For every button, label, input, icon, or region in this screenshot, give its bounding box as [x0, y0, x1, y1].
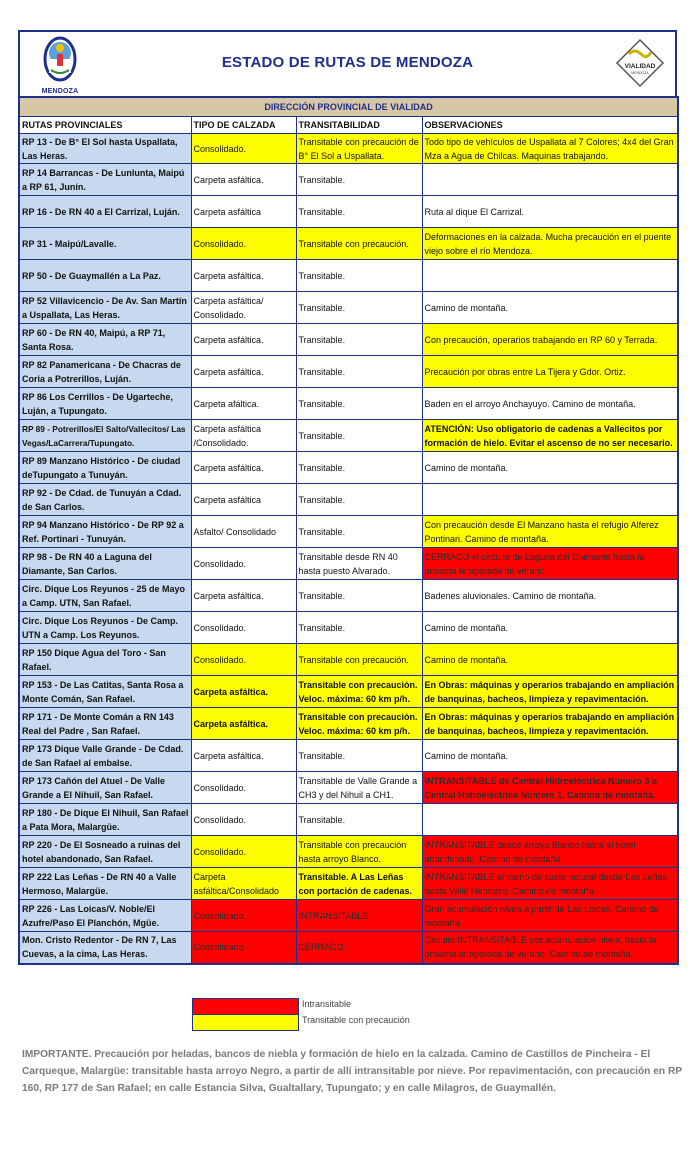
road-type-cell: Consolidado. — [191, 804, 296, 836]
road-type-cell: Consolidado. — [191, 644, 296, 676]
table-row — [19, 228, 678, 260]
observations-cell: En Obras: máquinas y operarios trabajando en ampliación de banquinas, bacheos, limpieza y repavimentación. — [422, 708, 678, 740]
table-row — [19, 644, 678, 676]
observations-cell: Todo tipo de vehículos de Uspallata al 7 Colores; 4x4 del Gran Mza a Agua de Chilcas. Maquinas trabajando. — [422, 134, 678, 164]
vialidad-logo-subtext: MENDOZA — [631, 71, 649, 75]
table-row — [19, 676, 678, 708]
legend-label: Intransitable — [302, 999, 352, 1009]
column-header-road-type: TIPO DE CALZADA — [191, 117, 296, 134]
passability-cell: Transitable. — [296, 740, 422, 772]
route-cell: RP 94 Manzano Histórico - De RP 92 a Ref. Portinari - Tunuyán. — [19, 516, 191, 548]
legend-swatch-yellow — [192, 1014, 299, 1031]
table-row — [19, 164, 678, 196]
passability-cell: Transitable. — [296, 324, 422, 356]
table-row — [19, 356, 678, 388]
observations-cell: Deformaciones en la calzada. Mucha precaución en el puente viejo sobre el río Mendoza. — [422, 228, 678, 260]
route-cell: RP 50 - De Guaymallén a La Paz. — [19, 260, 191, 292]
road-type-cell: Carpeta asfáltica. — [191, 356, 296, 388]
column-header-row — [19, 117, 678, 134]
table-row — [19, 516, 678, 548]
route-cell: RP 92 - De Cdad. de Tunuyán a Cdad. de San Carlos. — [19, 484, 191, 516]
route-cell: RP 173 Cañón del Atuel - De Valle Grande a El Nihuil, San Rafael. — [19, 772, 191, 804]
passability-cell: Transitable. — [296, 388, 422, 420]
report-header — [18, 30, 677, 96]
observations-cell: En Obras: máquinas y operarios trabajando en ampliación de banquinas, bacheos, limpieza y repavimentación. — [422, 676, 678, 708]
legend-swatch-red — [192, 998, 299, 1015]
column-header-passability: TRANSITABILIDAD — [296, 117, 422, 134]
table-row — [19, 932, 678, 964]
route-cell: RP 31 - Maipú/Lavalle. — [19, 228, 191, 260]
passability-cell: Transitable. — [296, 804, 422, 836]
observations-cell — [422, 164, 678, 196]
route-cell: RP 89 Manzano Histórico - De ciudad deTupungato a Tunuyán. — [19, 452, 191, 484]
table-row — [19, 708, 678, 740]
passability-cell: Transitable con precaución. — [296, 228, 422, 260]
column-header-routes: RUTAS PROVINCIALES — [19, 117, 191, 134]
route-cell: RP 82 Panamericana - De Chacras de Coria a Potrerillos, Luján. — [19, 356, 191, 388]
routes-table — [18, 96, 679, 965]
observations-cell: Camino de montaña. — [422, 452, 678, 484]
road-type-cell: Carpeta asfáltica — [191, 484, 296, 516]
passability-cell: Transitable. — [296, 260, 422, 292]
mendoza-logo-caption: MENDOZA — [41, 88, 79, 95]
route-cell: RP 180 - De Dique El Nihuil, San Rafael a Pata Mora, Malargüe. — [19, 804, 191, 836]
passability-cell: Transitable. — [296, 292, 422, 324]
route-cell: RP 153 - De Las Catitas, Santa Rosa a Monte Comán, San Rafael. — [19, 676, 191, 708]
passability-cell: Transitable. — [296, 580, 422, 612]
table-row — [19, 836, 678, 868]
road-type-cell: Carpeta afáltica. — [191, 388, 296, 420]
observations-cell: Ruta al dique El Carrizal. — [422, 196, 678, 228]
passability-cell: CERRADO. — [296, 932, 422, 964]
route-cell: Mon. Cristo Redentor - De RN 7, Las Cuevas, a la cima, Las Heras. — [19, 932, 191, 964]
observations-cell: Camino de montaña. — [422, 292, 678, 324]
route-cell: RP 16 - De RN 40 a El Carrizal, Luján. — [19, 196, 191, 228]
passability-cell: Transitable con precaución hasta arroyo Blanco. — [296, 836, 422, 868]
route-cell: Circ. Dique Los Reyunos - De Camp. UTN a Camp. Los Reyunos. — [19, 612, 191, 644]
passability-cell: Transitable con precaución. — [296, 644, 422, 676]
road-type-cell: Carpeta asfáltica. — [191, 740, 296, 772]
routes-table-body — [19, 134, 678, 964]
road-type-cell: Consolidado. — [191, 836, 296, 868]
page-title: ESTADO DE RUTAS DE MENDOZA — [221, 54, 474, 71]
road-type-cell: Consolidado. — [191, 932, 296, 964]
notice-body: Camino de Castillos de Pincheira - El Carqueque, Malargüe: transitable hasta arroyo Negro, a partir de allí intransitable por nieve. Por repavimentación, con precaución en RP 160, RP 177 de San Rafael; en calle Estancia Silva, Gualtallary, Tupungato; y en calle Milagros, de Guaymallén. — [22, 1049, 682, 1094]
observations-cell: Con precaución, operarios trabajando en RP 60 y Terrada. — [422, 324, 678, 356]
road-type-cell: Consolidado. — [191, 134, 296, 164]
table-row — [19, 740, 678, 772]
observations-cell: Camino de montaña. — [422, 644, 678, 676]
observations-cell: Camino de montaña. — [422, 612, 678, 644]
table-row — [19, 134, 678, 164]
route-cell: RP 98 - De RN 40 a Laguna del Diamante, San Carlos. — [19, 548, 191, 580]
road-type-cell: Carpeta asfáltica/ Consolidado. — [191, 292, 296, 324]
route-cell: RP 60 - De RN 40, Maipú, a RP 71, Santa Rosa. — [19, 324, 191, 356]
passability-cell: Transitable. — [296, 420, 422, 452]
passability-cell: INTRANSITABLE. — [296, 900, 422, 932]
route-cell: RP 173 Dique Valle Grande - De Cdad. de San Rafael al embalse. — [19, 740, 191, 772]
observations-cell: Circuito INTRANSITABLE por acumulación nivea, hasta la próxima temporada de verano. Camino de montaña. — [422, 932, 678, 964]
observations-cell — [422, 804, 678, 836]
road-type-cell: Carpeta asfáltica. — [191, 708, 296, 740]
road-type-cell: Consolidado. — [191, 772, 296, 804]
observations-cell: INTRANSITABLE el tramo de suelo natural desde Las Leñas hasta Valle Hermoso. Camino de montaña. — [422, 868, 678, 900]
table-row — [19, 772, 678, 804]
road-type-cell: Carpeta asfáltica. — [191, 164, 296, 196]
observations-cell: INTRANSITABLE desde arroyo Blanco hasta el hotel abandonado. Camino de montaña. — [422, 836, 678, 868]
observations-cell: INTRANSITABLE de Central Hidroeléctrica Número 3 a Central Hidroeléctrica Número 1. Camino de montaña. — [422, 772, 678, 804]
passability-cell: Transitable desde RN 40 hasta puesto Alvarado. — [296, 548, 422, 580]
vialidad-logo-text: VIALIDAD — [624, 63, 656, 70]
table-row — [19, 260, 678, 292]
observations-cell: Camino de montaña. — [422, 740, 678, 772]
passability-cell: Transitable. — [296, 356, 422, 388]
passability-cell: Transitable con precaución. Veloc. máxima: 60 km p/h. — [296, 676, 422, 708]
passability-cell: Transitable. — [296, 516, 422, 548]
observations-cell: ATENCIÓN: Uso obligatorio de cadenas a Vallecitos por formación de hielo. Evitar el ascenso de no ser necesario. — [422, 420, 678, 452]
table-row — [19, 804, 678, 836]
observations-cell: Precaución por obras entre La Tijera y Gdor. Ortiz. — [422, 356, 678, 388]
passability-cell: Transitable. — [296, 612, 422, 644]
route-cell: RP 14 Barrancas - De Lunlunta, Maipú a RP 61, Junín. — [19, 164, 191, 196]
road-type-cell: Carpeta asfáltica. — [191, 260, 296, 292]
report-document — [18, 30, 677, 965]
passability-cell: Transitable. — [296, 452, 422, 484]
table-row — [19, 452, 678, 484]
vialidad-logo — [615, 38, 665, 88]
department-name: DIRECCIÓN PROVINCIAL DE VIALIDAD — [19, 97, 678, 117]
road-type-cell: Carpeta asfáltica. — [191, 580, 296, 612]
important-notice — [22, 1046, 682, 1097]
observations-cell: Baden en el arroyo Anchayuyo. Camino de montaña. — [422, 388, 678, 420]
road-type-cell: Carpeta asfáltica/Consolidado — [191, 868, 296, 900]
observations-cell: Badenes aluvionales. Camino de montaña. — [422, 580, 678, 612]
table-row — [19, 292, 678, 324]
observations-cell — [422, 260, 678, 292]
table-row — [19, 324, 678, 356]
passability-cell: Transitable. — [296, 164, 422, 196]
road-type-cell: Consolidado. — [191, 900, 296, 932]
passability-cell: Transitable. — [296, 484, 422, 516]
road-type-cell: Consolidado. — [191, 228, 296, 260]
route-cell: RP 171 - De Monte Comán a RN 143 Real del Padre , San Rafael. — [19, 708, 191, 740]
road-type-cell: Carpeta asfáltica — [191, 196, 296, 228]
road-type-cell: Carpeta asfáltica /Consolidado. — [191, 420, 296, 452]
table-row — [19, 420, 678, 452]
passability-cell: Transitable con precaución. Veloc. máxima: 60 km p/h. — [296, 708, 422, 740]
table-row — [19, 388, 678, 420]
table-row — [19, 548, 678, 580]
column-header-observations: OBSERVACIONES — [422, 117, 678, 134]
road-type-cell: Carpeta asfáltica. — [191, 676, 296, 708]
table-row — [19, 484, 678, 516]
table-row — [19, 612, 678, 644]
observations-cell: Gran acumulación nivea a partir de Las Loicas. Camino de montaña. — [422, 900, 678, 932]
passability-cell: Transitable con precaución de B° El Sol a Uspallata. — [296, 134, 422, 164]
road-type-cell: Consolidado. — [191, 612, 296, 644]
observations-cell: Con precaución desde El Manzano hasta el refugio Alferez Pontinari. Camino de montaña. — [422, 516, 678, 548]
department-row — [19, 97, 678, 117]
route-cell: RP 222 Las Leñas - De RN 40 a Valle Hermoso, Malargüe. — [19, 868, 191, 900]
observations-cell — [422, 484, 678, 516]
route-cell: RP 220 - De El Sosneado a ruinas del hotel abandonado, San Rafael. — [19, 836, 191, 868]
route-cell: Circ. Dique Los Reyunos - 25 de Mayo a Camp. UTN, San Rafael. — [19, 580, 191, 612]
table-row — [19, 868, 678, 900]
notice-lead: IMPORTANTE. Precaución por heladas, bancos de niebla y formación de hielo en la calzada. — [22, 1049, 468, 1060]
route-cell: RP 150 Dique Agua del Toro - San Rafael. — [19, 644, 191, 676]
passability-cell: Transitable de Valle Grande a CH3 y del Nihuil a CH1. — [296, 772, 422, 804]
route-cell: RP 226 - Las Loicas/V. Noble/El Azufre/Paso El Planchón, Mgüe. — [19, 900, 191, 932]
table-row — [19, 580, 678, 612]
passability-cell: Transitable. — [296, 196, 422, 228]
road-type-cell: Carpeta asfáltica. — [191, 452, 296, 484]
route-cell: RP 86 Los Cerrillos - De Ugarteche, Luján, a Tupungato. — [19, 388, 191, 420]
route-cell: RP 89 - Potrerillos/El Salto/Vallecitos/ Las Vegas/LaCarrera/Tupungato. — [19, 420, 191, 452]
observations-cell: CERRADO el circuito de Laguna del Diamante hasta la próxima temporada de verano. — [422, 548, 678, 580]
road-type-cell: Carpeta asfáltica. — [191, 324, 296, 356]
legend-label: Transitable con precaución — [302, 1015, 410, 1025]
route-cell: RP 52 Villavicencio - De Av. San Martín a Uspallata, Las Heras. — [19, 292, 191, 324]
route-cell: RP 13 - De B° El Sol hasta Uspallata, Las Heras. — [19, 134, 191, 164]
road-type-cell: Asfalto/ Consolidado — [191, 516, 296, 548]
vialidad-diamond-icon — [615, 38, 665, 88]
passability-cell: Transitable. A Las Leñas con portación de cadenas. — [296, 868, 422, 900]
road-type-cell: Consolidado. — [191, 548, 296, 580]
table-row — [19, 196, 678, 228]
table-row — [19, 900, 678, 932]
